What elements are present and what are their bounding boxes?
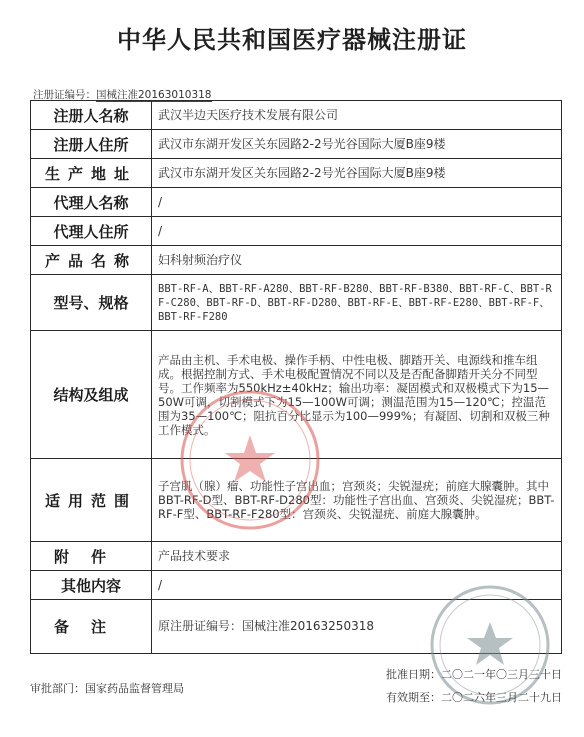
table-row: [31, 159, 562, 188]
approval-department-label: 审批部门：: [30, 682, 85, 695]
field-value-structure: 产品由主机、手术电极、操作手柄、中性电极、脚踏开关、电源线和推车组成。根据控制方式、手术电极配置情况不同以及是否配备脚踏开关分不同型号。工作频率为550kHz±40kHz；输出功率：凝固模式和双极模式下为15—50W可调，切割模式下为15—100W可调；测温范围为15—120℃；控温范围为35—100℃；阻抗百分比显示为100—999%；有凝固、切割和双极三种工作模式。: [152, 331, 562, 459]
field-value-production-address: 武汉市东湖开发区关东园路2-2号光谷国际大厦B座9楼: [152, 159, 562, 188]
approval-department-value: 国家药品监督管理局: [85, 682, 184, 695]
field-value-remarks: 原注册证编号：国械注准20163250318: [152, 600, 562, 654]
field-value-agent-name: /: [152, 188, 562, 217]
registration-number-value: 国械注准20163010318: [96, 89, 212, 101]
table-row: [31, 246, 562, 275]
document-title: 中华人民共和国医疗器械注册证: [117, 25, 467, 54]
field-label-production-address: 生产地址: [31, 159, 152, 188]
field-value-agent-address: /: [152, 217, 562, 246]
field-label-agent-name: 代理人名称: [31, 188, 152, 217]
field-label-registrant-address: 注册人住所: [31, 130, 152, 159]
approval-date: [330, 666, 562, 682]
certificate-table: [30, 100, 562, 654]
field-value-registrant-name: 武汉半边天医疗技术发展有限公司: [152, 101, 562, 130]
field-label-product-name: 产品名称: [31, 246, 152, 275]
table-row: [31, 542, 562, 571]
table-row: [31, 188, 562, 217]
field-label-other: 其他内容: [31, 571, 152, 600]
table-row: [31, 459, 562, 542]
table-row: [31, 571, 562, 600]
table-row: [31, 275, 562, 331]
registration-number-label: 注册证编号：: [33, 89, 96, 101]
table-row: [31, 217, 562, 246]
table-row: [31, 101, 562, 130]
expiry-date-value: 二〇二六年三月二十九日: [441, 691, 562, 704]
field-label-scope: 适用范围: [31, 459, 152, 542]
approval-date-value: 二〇二一年〇三月三十日: [441, 668, 562, 681]
field-label-attachment: 附件: [31, 542, 152, 571]
table-row: [31, 600, 562, 654]
field-label-model-spec: 型号、规格: [31, 275, 152, 331]
field-value-scope: 子宫肌（腺）瘤、功能性子宫出血；宫颈炎；尖锐湿疣；前庭大腺囊肿。其中BBT-RF-D型、BBT-RF-D280型：功能性子宫出血、宫颈炎、尖锐湿疣；BBT-RF-F型、BBT-RF-F280型：宫颈炎、尖锐湿疣、前庭大腺囊肿。: [152, 459, 562, 542]
expiry-date-label: 有效期至：: [386, 691, 441, 704]
field-value-other: /: [152, 571, 562, 600]
field-label-agent-address: 代理人住所: [31, 217, 152, 246]
field-label-registrant-name: 注册人名称: [31, 101, 152, 130]
field-value-registrant-address: 武汉市东湖开发区关东园路2-2号光谷国际大厦B座9楼: [152, 130, 562, 159]
approval-department: [30, 680, 184, 696]
expiry-date: [330, 689, 562, 705]
field-value-model-spec: BBT-RF-A、BBT-RF-A280、BBT-RF-B280、BBT-RF-B380、BBT-RF-C、BBT-RF-C280、BBT-RF-D、BBT-RF-D280、BBT-RF-E、BBT-RF-E280、BBT-RF-F、BBT-RF-F280: [152, 275, 562, 331]
field-label-remarks: 备注: [31, 600, 152, 654]
field-value-attachment: 产品技术要求: [152, 542, 562, 571]
field-label-structure: 结构及组成: [31, 331, 152, 459]
table-row: [31, 331, 562, 459]
field-value-product-name: 妇科射频治疗仪: [152, 246, 562, 275]
approval-date-label: 批准日期：: [386, 668, 441, 681]
table-row: [31, 130, 562, 159]
